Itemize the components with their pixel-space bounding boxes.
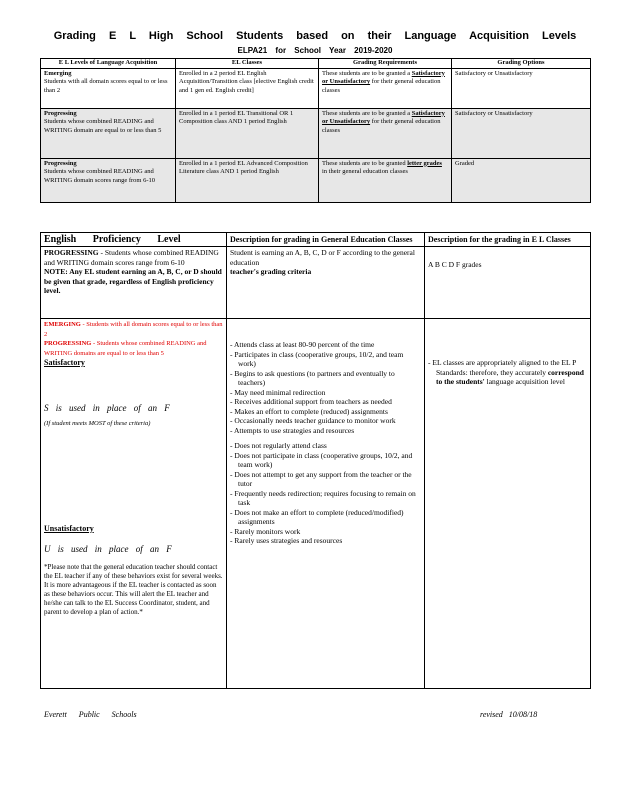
- general-ed-grading-cell: Student is earning an A, B, C, D or F according to the general education teacher's grading criteria: [227, 247, 425, 319]
- level-cell: Emerging Students with all domain scores equal to or less than 2: [41, 68, 176, 108]
- level-cell: Progressing Students whose combined READING and WRITING domain are equal to or less than 5: [41, 108, 176, 158]
- classes-cell: Enrolled in a 1 period EL Transitional OR 1 Composition class AND 1 period English: [176, 108, 319, 158]
- behavior-criteria-cell: [227, 319, 425, 689]
- options-cell: Graded: [452, 158, 591, 202]
- header-general-ed-description: Description for grading in General Education Classes: [227, 233, 425, 247]
- grading-levels-table: [40, 58, 591, 203]
- document-title: Grading E L High School Students based on their Language Acquisition Levels: [53, 30, 577, 42]
- list-item: - Frequently needs redirection; requires focusing to remain on task: [230, 488, 416, 507]
- table-row: [41, 319, 591, 689]
- list-item: - Does not make an effort to complete (reduced/modified) assignments: [230, 507, 404, 526]
- requirements-cell: These students are to be granted letter grades in their general education classes: [319, 158, 452, 202]
- footer-revised-date: revised 10/08/18: [480, 710, 538, 719]
- list-item: - Attends class at least 80-90 percent of the time: [230, 340, 375, 349]
- progressing-cell: PROGRESSING - Students whose combined READING and WRITING domain scores range from 6-10 NOTE: Any EL student earning an A, B, C, or D should be given that grade, regardless of English proficiency level.: [41, 247, 227, 319]
- list-item: - Rarely uses strategies and resources: [230, 536, 343, 545]
- progressing-label: PROGRESSING: [44, 340, 92, 347]
- list-item: - Makes an effort to complete (reduced) assignments: [230, 406, 388, 416]
- header-el-description: Description for the grading in E L Classes: [425, 233, 591, 247]
- s-note: (If student meets MOST of these criteria): [44, 420, 151, 427]
- table-row: [41, 68, 591, 108]
- emerging-label: EMERGING: [44, 321, 81, 328]
- classes-cell: Enrolled in a 2 period EL English Acquisition/Transition class [elective English credit and 1 gen ed. English credit]: [176, 68, 319, 108]
- el-grading-cell: A B C D F grades: [425, 247, 591, 319]
- s-used-text: S is used in place of an F: [44, 402, 170, 413]
- table-header-row: [41, 59, 591, 69]
- header-proficiency-level: English Proficiency Level: [41, 233, 227, 247]
- table-row: [41, 158, 591, 202]
- header-el-classes: EL Classes: [176, 59, 319, 69]
- unsatisfactory-title: Unsatisfactory: [44, 523, 94, 533]
- table-header-row: [41, 233, 591, 247]
- emerging-progressing-cell: EMERGING - Students with all domain scores equal to or less than 2 PROGRESSING - Students whose combined READING and WRITING domains are equal to or less than 5 Satisfactory S is used in place of an F (If student meets MOST of these criteria) Unsatisfactory U is used in place of an F *Please note that the general education teacher should contact the EL teacher if any of these behaviors exist for several weeks. It is more advantageous if the EL teacher is contacted as soon as these behaviors occur. This will alert the EL teacher and he/she can talk to the EL Success Coordinator, student, and parent to develop a plan of action.*: [41, 319, 227, 689]
- document-subtitle: ELPA21 for School Year 2019-2020: [237, 46, 393, 55]
- list-item: - Rarely monitors work: [230, 526, 301, 536]
- level-cell: Progressing Students whose combined READING and WRITING domain scores range from 6-10: [41, 158, 176, 202]
- list-item: - Does not participate in class (cooperative groups, 10/2, and team work): [230, 450, 413, 469]
- table-row: [41, 108, 591, 158]
- list-item: - Occasionally needs teacher guidance to monitor work: [230, 416, 396, 425]
- list-item: - EL classes are appropriately aligned to the EL P Standards: therefore, they accurately correspond to the students' language acquisition level: [428, 358, 584, 386]
- list-item: - Does not regularly attend class: [230, 441, 327, 450]
- proficiency-description-table: [40, 232, 591, 689]
- el-class-alignment-cell: [425, 319, 591, 689]
- list-item: - Participates in class (cooperative groups, 10/2, and team work): [230, 349, 404, 368]
- header-levels: E L Levels of Language Acquisition: [41, 59, 176, 69]
- requirements-cell: These students are to be granted a Satisfactory or Unsatisfactory for their general education classes: [319, 108, 452, 158]
- unsatisfactory-note: *Please note that the general education teacher should contact the EL teacher if any of these behaviors exist for several weeks. It is more advantageous if the EL teacher is contacted as soon as these behaviors occur. This will alert the EL teacher and he/she can talk to the EL Success Coordinator, student, and parent to develop a plan of action.*: [44, 562, 223, 616]
- classes-cell: Enrolled in a 1 period EL Advanced Composition Literature class AND 1 period English: [176, 158, 319, 202]
- options-cell: Satisfactory or Unsatisfactory: [452, 68, 591, 108]
- header-grading-options: Grading Options: [452, 59, 591, 69]
- list-item: - Receives additional support from teachers as needed: [230, 397, 392, 406]
- note-text: NOTE: Any EL student earning an A, B, C, or D should be given that grade, regardless of English proficiency level.: [44, 267, 222, 295]
- options-cell: Satisfactory or Unsatisfactory: [452, 108, 591, 158]
- requirements-cell: These students are to be granted a Satisfactory or Unsatisfactory for their general education classes: [319, 68, 452, 108]
- list-item: - Does not attempt to get any support from the teacher or the tutor: [230, 469, 412, 488]
- satisfactory-title: Satisfactory: [44, 358, 85, 367]
- footer-school-name: Everett Public Schools: [44, 710, 137, 719]
- list-item: - Begins to ask questions (to partners and eventually to teachers): [230, 368, 395, 387]
- u-used-text: U is used in place of an F: [44, 544, 172, 554]
- list-item: - Attempts to use strategies and resources: [230, 425, 355, 435]
- table-row: [41, 247, 591, 319]
- header-grading-requirements: Grading Requirements: [319, 59, 452, 69]
- list-item: - May need minimal redirection: [230, 387, 326, 397]
